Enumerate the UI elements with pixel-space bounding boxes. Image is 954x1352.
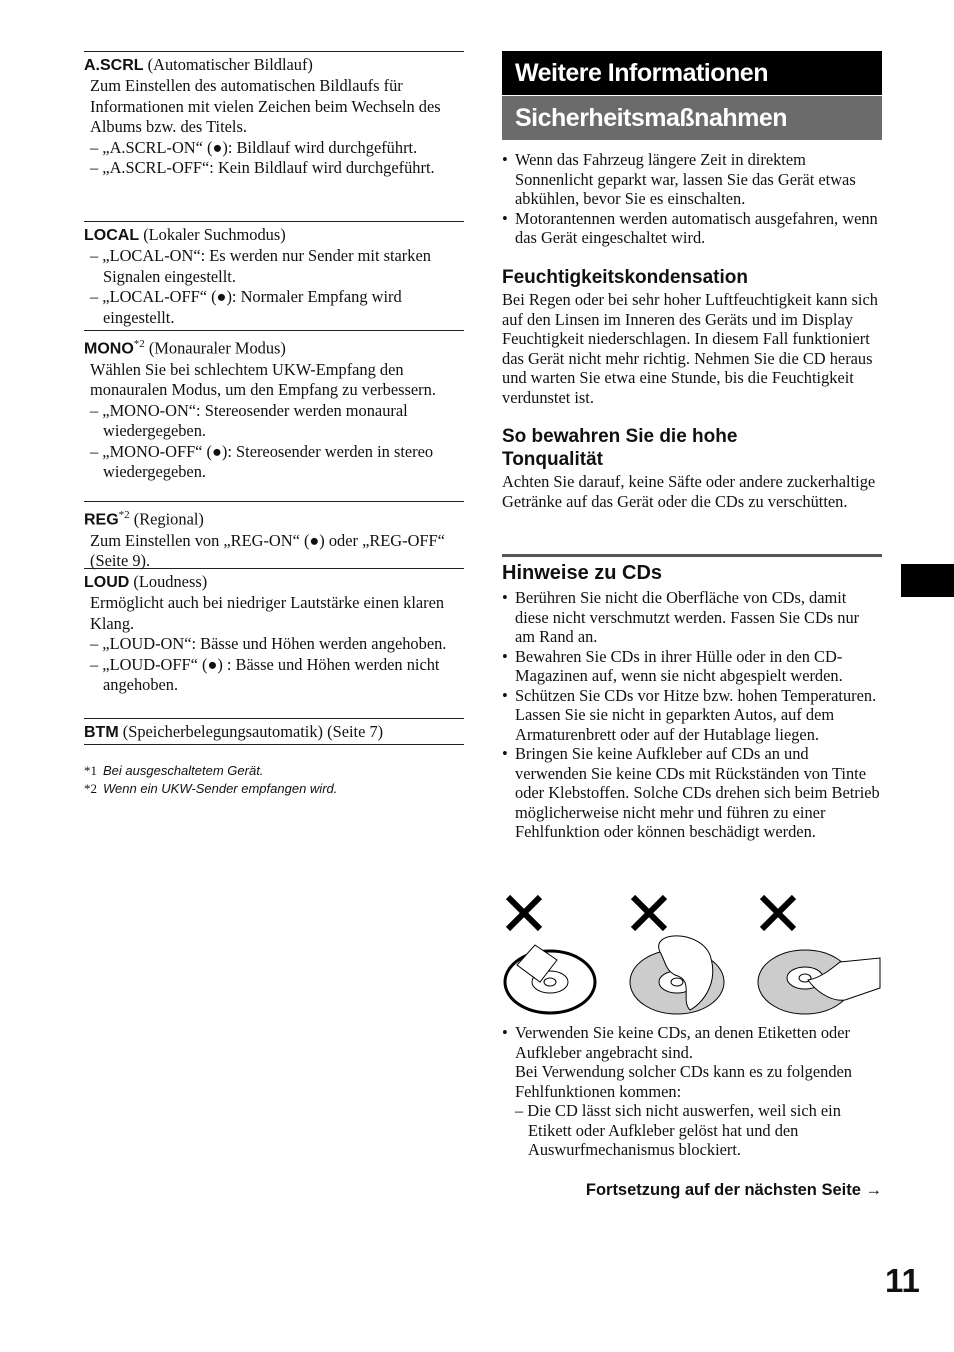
footnote-text: Wenn ein UKW-Sender empfangen wird. <box>103 781 338 796</box>
setting-name: (Regional) <box>129 509 204 529</box>
heading-sound-quality: So bewahren Sie die hohe Tonqualität <box>502 426 738 470</box>
cross-icon <box>762 897 794 929</box>
divider <box>84 744 464 745</box>
cd-with-sticker-icon <box>505 945 595 1013</box>
setting-option: – „A.SCRL-OFF“: Kein Bildlauf wird durchgeführt. <box>90 158 435 178</box>
setting-term: LOUD <box>84 574 130 591</box>
setting-description: Wählen Sie bei schlechtem UKW-Empfang den monauralen Modus, um den Empfang zu verbessern. <box>90 359 436 400</box>
bullet-item: • Verwenden Sie keine CDs, an denen Etiketten oder Aufkleber angebracht sind. <box>502 1023 882 1062</box>
continued-link: Fortsetzung auf der nächsten Seite → <box>585 1181 882 1199</box>
setting-name: (Speicherbelegungsautomatik) (Seite 7) <box>118 722 384 741</box>
bullet-item: • Wenn das Fahrzeug längere Zeit in direktem Sonnenlicht geparkt war, lassen Sie das Gerät etwas abkühlen, bevor Sie es einschalten. <box>502 150 882 209</box>
setting-entry <box>84 501 464 572</box>
setting-term: LOCAL <box>84 227 140 244</box>
entry-title <box>84 505 464 531</box>
section-title: Sicherheitsmaßnahmen <box>502 96 882 140</box>
setting-description: Zum Einstellen von „REG-ON“ (●) oder „REG-OFF“ (Seite 9). <box>90 530 445 571</box>
section-divider <box>502 554 882 557</box>
cd-peeling-label-icon <box>630 936 724 1014</box>
setting-description: Ermöglicht auch bei niedriger Lautstärke einen klaren Klang. <box>90 593 445 633</box>
cross-icon <box>508 897 540 929</box>
footnote-mark: *2 <box>84 781 97 796</box>
setting-entry <box>84 330 464 482</box>
setting-name: (Loudness) <box>129 572 208 591</box>
footnote-ref: *2 <box>133 338 145 350</box>
setting-term: A.SCRL <box>84 57 144 74</box>
sound-quality-text: Achten Sie darauf, keine Säfte oder andere zuckerhaltige Getränke auf das Gerät oder die CDs zu verschütten. <box>502 472 876 511</box>
setting-entry <box>84 568 464 695</box>
setting-option: – „MONO-ON“: Stereosender werden monaural wiedergegeben. <box>90 400 408 441</box>
chapter-tab <box>901 564 954 597</box>
setting-option: – „LOUD-OFF“ (●) : Bässe und Höhen werden nicht angehoben. <box>90 654 440 695</box>
setting-entry <box>84 718 464 743</box>
setting-name: (Automatischer Bildlauf) <box>143 55 313 74</box>
heading-cd-notes: Hinweise zu CDs <box>502 562 663 584</box>
bullet-subtext: Bei Verwendung solcher CDs kann es zu folgenden Fehlfunktionen kommen: <box>515 1062 852 1101</box>
setting-option: – „LOUD-ON“: Bässe und Höhen werden angehoben. <box>90 634 447 654</box>
entry-title <box>84 722 464 743</box>
safety-bullets <box>502 150 882 248</box>
bullet-item: • Motorantennen werden automatisch ausgefahren, wenn das Gerät eingeschaltet wird. <box>502 209 882 248</box>
setting-entry <box>84 221 464 328</box>
setting-option: – „LOCAL-ON“: Es werden nur Sender mit starken Signalen eingestellt. <box>90 246 431 286</box>
label-warning <box>502 1023 882 1160</box>
bullet-item: • Berühren Sie nicht die Oberfläche von CDs, damit diese nicht verschmutzt werden. Fassen Sie CDs nur am Rand an. <box>502 588 882 647</box>
entry-title <box>84 225 464 246</box>
bullet-item: • Schützen Sie CDs vor Hitze bzw. hohen Temperaturen. Lassen Sie sie nicht in geparkten Autos, auf dem Armaturenbrett oder auf der Hutablage liegen. <box>502 686 882 745</box>
setting-description: Zum Einstellen des automatischen Bildlaufs für Informationen mit vielen Zeichen beim Wechseln des Albums bzw. des Titels. <box>90 76 441 137</box>
footnote-1 <box>84 762 263 780</box>
setting-name: (Monauraler Modus) <box>144 338 286 358</box>
page-number: 11 <box>885 1262 920 1299</box>
cross-icon <box>633 897 665 929</box>
footnote-2 <box>84 780 337 798</box>
footnote-mark: *1 <box>84 763 97 778</box>
condensation-text: Bei Regen oder bei sehr hoher Luftfeuchtigkeit kann sich auf den Linsen im Inneren des Geräts und im Display Feuchtigkeit niederschlagen. In diesem Fall funktioniert das Gerät nicht mehr richtig. Nehmen Sie die CD heraus und warten Sie etwa eine Stunde, bis die Feuchtigkeit verdunstet ist. <box>502 290 878 407</box>
setting-entry <box>84 51 464 178</box>
entry-title <box>84 572 464 593</box>
setting-option: – „A.SCRL-ON“ (●): Bildlauf wird durchgeführt. <box>90 137 418 157</box>
footnote-ref: *2 <box>118 509 130 521</box>
bullet-item: • Bewahren Sie CDs in ihrer Hülle oder in den CD-Magazinen auf, wenn sie nicht abgespielt werden. <box>502 647 882 686</box>
cd-handling-illustration <box>500 890 885 1018</box>
setting-option: – „MONO-OFF“ (●): Stereosender werden in stereo wiedergegeben. <box>90 441 434 481</box>
setting-option: – „LOCAL-OFF“ (●): Normaler Empfang wird eingestellt. <box>90 287 402 327</box>
setting-name: (Lokaler Suchmodus) <box>139 225 286 244</box>
entry-title <box>84 55 464 76</box>
setting-term: MONO <box>84 340 134 358</box>
bullet-item: • Bringen Sie keine Aufkleber auf CDs an und verwenden Sie keine CDs mit Rückständen von Tinte oder Klebstoffen. Solche CDs drehen sich beim Betrieb möglicherweise nicht mehr und führen zu einer Fehlfunktion oder können beschädigt werden. <box>502 744 882 842</box>
malfunction-item: – Die CD lässt sich nicht auswerfen, weil sich ein Etikett oder Aufkleber gelöst hat und den Auswurfmechanismus blockiert. <box>515 1101 841 1159</box>
cd-with-fingerprint-icon <box>758 950 880 1014</box>
setting-term: BTM <box>84 724 119 741</box>
cd-bullets <box>502 588 882 842</box>
chapter-title: Weitere Informationen <box>502 51 882 95</box>
entry-title <box>84 334 464 360</box>
setting-term: REG <box>84 511 119 529</box>
footnote-text: Bei ausgeschaltetem Gerät. <box>103 763 264 778</box>
heading-condensation: Feuchtigkeitskondensation <box>502 267 748 288</box>
